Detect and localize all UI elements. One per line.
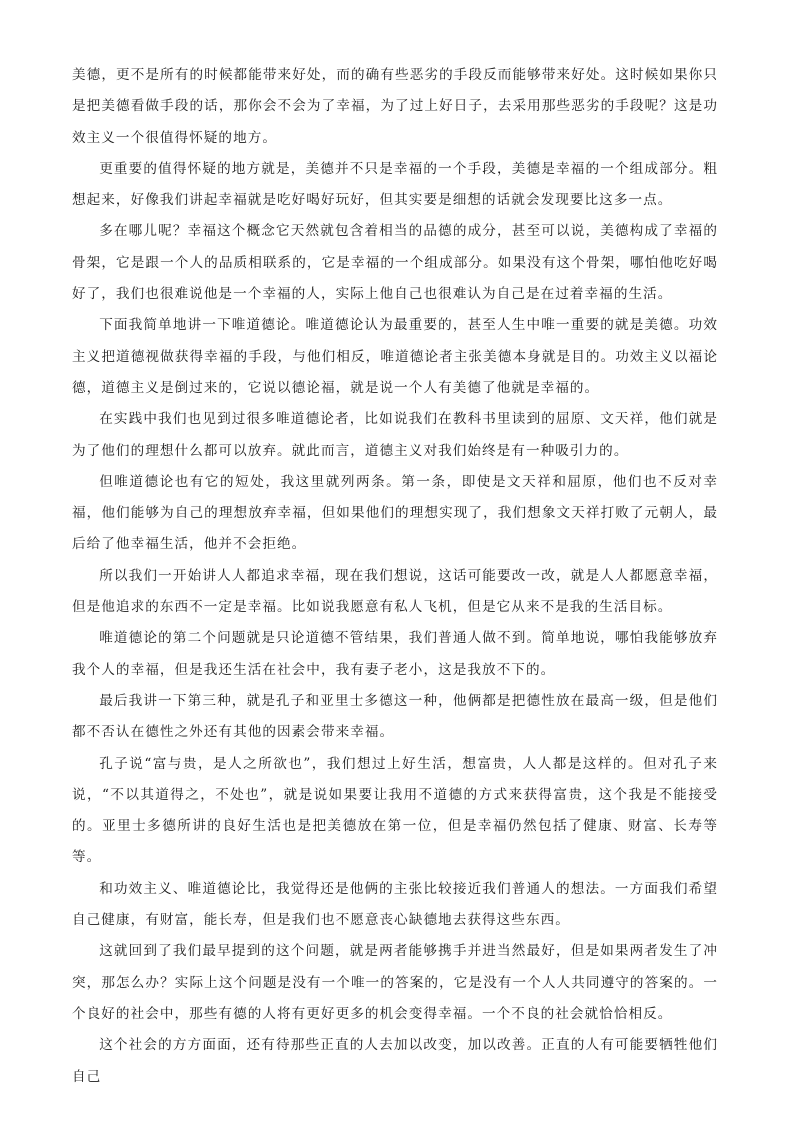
paragraph-6: 但唯道德论也有它的短处，我这里就列两条。第一条，即使是文天祥和屈原，他们也不反对幸福，他们能够为自己的理想放弃幸福，但如果他们的理想实现了，我们想象文天祥打败了元朝人，最后给了他幸福生活，他并不会拒绝。	[72, 473, 718, 553]
paragraph-12: 这就回到了我们最早提到的这个问题，就是两者能够携手并进当然最好，但是如果两者发生了冲突，那怎么办？实际上这个问题是没有一个唯一的答案的，它是没有一个人人共同遵守的答案的。一个良好的社会中，那些有德的人将有更好更多的机会变得幸福。一个不良的社会就恰恰相反。	[72, 943, 718, 1022]
paragraph-4: 下面我简单地讲一下唯道德论。唯道德论认为最重要的，甚至人生中唯一重要的就是美德。功效主义把道德视做获得幸福的手段，与他们相反，唯道德论者主张美德本身就是目的。功效主义以福论德，道德主义是倒过来的，它说以德论福，就是说一个人有美德了他就是幸福的。	[72, 317, 718, 396]
paragraph-7: 所以我们一开始讲人人都追求幸福，现在我们想说，这话可能要改一改，就是人人都愿意幸福，但是他追求的东西不一定是幸福。比如说我愿意有私人飞机，但是它从来不是我的生活目标。	[72, 567, 718, 616]
paragraph-11: 和功效主义、唯道德论比，我觉得还是他俩的主张比较接近我们普通人的想法。一方面我们希望自己健康，有财富，能长寿，但是我们也不愿意丧心缺德地去获得这些东西。	[72, 880, 718, 929]
paragraph-13: 这个社会的方方面面，还有待那些正直的人去加以改变，加以改善。正直的人有可能要牺牲他们自己	[72, 1037, 718, 1085]
paragraph-8: 唯道德论的第二个问题就是只论道德不管结果，我们普通人做不到。简单地说，哪怕我能够放弃我个人的幸福，但是我还生活在社会中，我有妻子老小，这是我放不下的。	[72, 630, 718, 678]
paragraph-3: 多在哪儿呢？幸福这个概念它天然就包含着相当的品德的成分，甚至可以说，美德构成了幸福的骨架，它是跟一个人的品质相联系的，它是幸福的一个组成部分。如果没有这个骨架，哪怕他吃好喝好了，我们也很难说他是一个幸福的人，实际上他自己也很难认为自己是在过着幸福的生活。	[72, 223, 718, 303]
paragraph-1: 美德，更不是所有的时候都能带来好处，而的确有些恶劣的手段反而能够带来好处。这时候如果你只是把美德看做手段的话，那你会不会为了幸福，为了过上好日子，去采用那些恶劣的手段呢？这是功效主义一个很值得怀疑的地方。	[72, 67, 718, 146]
paragraph-2: 更重要的值得怀疑的地方就是，美德并不只是幸福的一个手段，美德是幸福的一个组成部分。粗想起来，好像我们讲起幸福就是吃好喝好玩好，但其实要是细想的话就会发现要比这多一点。	[72, 160, 718, 209]
paragraph-5: 在实践中我们也见到过很多唯道德论者，比如说我们在教科书里读到的屈原、文天祥，他们就是为了他们的理想什么都可以放弃。就此而言，道德主义对我们始终是有一种吸引力的。	[72, 411, 718, 459]
document-body	[72, 60, 718, 1093]
paragraph-10: 孔子说“富与贵，是人之所欲也”，我们想过上好生活，想富贵，人人都是这样的。但对孔子来说，“不以其道得之，不处也”，就是说如果要让我用不道德的方式来获得富贵，这个我是不能接受的。亚里士多德所讲的良好生活也是把美德放在第一位，但是幸福仍然包括了健康、财富、长寿等等。	[72, 755, 718, 866]
paragraph-9: 最后我讲一下第三种，就是孔子和亚里士多德这一种，他俩都是把德性放在最高一级，但是他们都不否认在德性之外还有其他的因素会带来幸福。	[72, 692, 718, 741]
